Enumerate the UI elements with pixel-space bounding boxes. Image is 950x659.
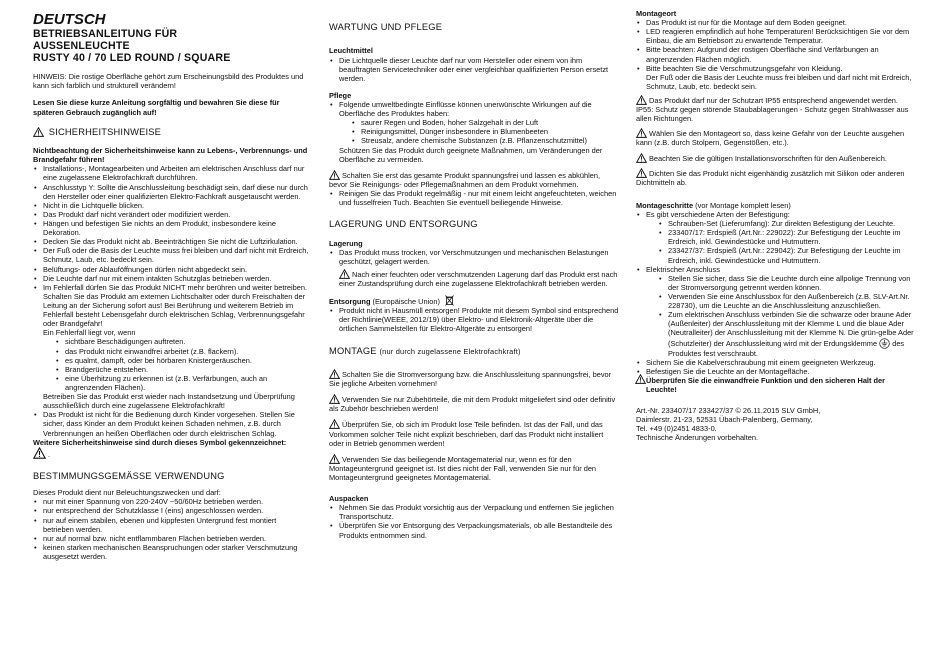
title-line: BETRIEBSANLEITUNG FÜR: [33, 27, 178, 40]
column-3: [636, 9, 916, 442]
list-item: • nur auf normal bzw. nicht entflammbaren Flächen betrieben werden.: [33, 534, 309, 543]
earth-ground-icon: [879, 338, 890, 349]
footer-line: Technische Änderungen vorbehalten.: [636, 433, 759, 443]
fault-text: Im Fehlerfall dürfen Sie das Produkt NICHT mehr berühren und weiter betreiben. Schalten Sie das Produkt am externen Lichtschalter oder durch Freischalten der Leitung an der Sicherung sofort aus! Bei Berührung und weiterem Betrieb im Fehlerfall besteht Lebensgefahr durch elektrischen Schlag, Verbrennungsgefahr oder Brandgefahr!: [43, 282, 308, 329]
care-list-2: [329, 189, 619, 207]
lamp-list: [329, 56, 619, 83]
warning-icon: [329, 454, 340, 464]
list-item: • Es gibt verschiedene Arten der Befestigung: • Schrauben-Set (Lieferumfang): Zur direkten Befestigung der Leuchte. • 233407/17: Erdspieß (Art.Nr.: 229022): Zur Befestigung der Leuchte im Erdreich, inkl. Gewindestücke und Hutmuttern. • 233427/37: Erdspieß (Art.Nr.: 229042): Zur Befestigung der Leuchte im Erdreich, inkl. Gewindestücke und Hutmuttern.: [636, 210, 916, 265]
steps-heading: Montageschritte (vor Montage komplett lesen): [636, 200, 791, 210]
title-line: AUSSENLEUCHTE: [33, 39, 130, 52]
list-item: Der Fuß oder die Basis der Leuchte muss frei bleiben und darf nicht mit Erdreich, Schmutz, Laub, etc. bedeckt sein.: [646, 72, 912, 91]
weee-bin-icon: [445, 295, 454, 306]
list-item: • saurer Regen und Boden, hoher Salzgehalt in der Luft: [351, 118, 619, 127]
warning-icon: [329, 170, 340, 180]
list-item: • Die Leuchte darf nur mit einem intakten Schutzglas betrieben werden.: [33, 274, 309, 283]
disposal-list: [329, 306, 619, 333]
rust-hint: HINWEIS: Die rostige Oberfläche gehört zum Erscheinungsbild des Produktes und kann sich farblich und strukturell verändern!: [33, 72, 304, 91]
place-warning: Wählen Sie den Montageort so, dass keine Gefahr von der Leuchte ausgehen kann (z.B. durch Stolpern, Gegenstößen, etc.).: [636, 129, 905, 148]
more-safety-symbol: .: [33, 447, 309, 459]
warning-icon: [636, 128, 647, 138]
care-sublist: [339, 118, 619, 145]
list-item: • sichtbare Beschädigungen auftreten.: [55, 337, 309, 346]
fault-list: [43, 337, 309, 392]
list-item: • 233427/37: Erdspieß (Art.Nr.: 229042): Zur Befestigung der Leuchte im Erdreich, inkl. Gewindestücke und Hutmuttern.: [658, 246, 916, 264]
list-item: • Reinigungsmittel, Dünger insbesondere in Blumenbeeten: [351, 127, 619, 136]
list-item: • Elektrischer Anschluss • Stellen Sie sicher, dass Sie die Leuchte durch eine allpolige Trennung von der Stromversorgung getrennt werden können. • Verwenden Sie eine Anschlussbox für den Außenbereich (z.B. SLV-Art.Nr. 228730), um die Leuchte an die Anschlussleitung anzuschließen. • Zum elektrischen Anschluss verbinden Sie die schwarze oder braune Ader (Außenleiter) der Anschlussleitung mit der Klemme L und die blaue Ader (Neutralleiter) der Anschlussleitung mit der Klemme N. Die grün-gelbe Ader (Schutzleiter) der Anschlussleitung wird mit der Erdungsklemme des Produktes fest verschraubt.: [636, 265, 916, 358]
title-line: RUSTY 40 / 70 LED ROUND / SQUARE: [33, 52, 231, 65]
steps-list: [636, 210, 916, 394]
list-item: • Das Produkt muss trocken, vor Verschmutzungen und mechanischen Belastungen geschützt, gelagert werden.: [329, 248, 619, 266]
safety-intro: Nichtbeachtung der Sicherheitshinweise kann zu Lebens-, Verbrennungs- und Brandgefahr führen!: [33, 146, 308, 165]
list-item: • Verwenden Sie eine Anschlussbox für den Außenbereich (z.B. SLV-Art.Nr. 228730), um die Leuchte an die Anschlussleitung anzuschließen.: [658, 292, 916, 310]
list-item: • Stellen Sie sicher, dass Sie die Leuchte durch eine allpolige Trennung von der Stromversorgung getrennt werden können.: [658, 274, 916, 292]
place-list: [636, 18, 916, 91]
list-item: • Nehmen Sie das Produkt vorsichtig aus der Verpackung und entfernen Sie jeglichen Transportschutz.: [329, 503, 619, 521]
warning-icon: [329, 419, 340, 429]
list-item: • Folgende umweltbedingte Einflüsse können unerwünschte Wirkungen auf die Oberfläche des Produktes haben: • saurer Regen und Boden, hoher Salzgehalt in der Luft • Reinigungsmittel, Dünger insbesondere in Blumenbeeten • Streusalz, andere chemische Substanzen (z.B. Pflanzenschutzmittel) Schützen Sie das Produkt durch geeignete Maßnahmen, um Veränderungen der Oberfläche zu vermeiden.: [329, 100, 619, 164]
list-item: • Befestigen Sie die Leuchte an der Montagefläche.: [636, 367, 916, 376]
usage-intro: Dieses Produkt dient nur Beleuchtungszwecken und darf:: [33, 488, 221, 498]
disposal-heading: Entsorgung (Europäische Union): [329, 295, 619, 306]
mount-warning: Verwenden Sie nur Zubehörteile, die mit dem Produkt mitgeliefert sind oder definitiv als Zubehör beschrieben werden!: [329, 395, 616, 414]
electrical-list: [646, 274, 916, 358]
footer: [636, 406, 916, 442]
usage-list: [33, 497, 309, 561]
list-item: • keinen starken mechanischen Beanspruchungen oder starker Verschmutzung ausgesetzt werden.: [33, 543, 309, 561]
list-item: • es qualmt, dampft, oder bei hörbaren Knistergeräuschen.: [55, 356, 309, 365]
place-warning: Dichten Sie das Produkt nicht eigenhändig zusätzlich mit Silikon oder anderen Dichtmitteln ab.: [636, 168, 905, 187]
list-item: • Zum elektrischen Anschluss verbinden Sie die schwarze oder braune Ader (Außenleiter) der Anschlussleitung mit der Klemme L und die blaue Ader (Neutralleiter) der Anschlussleitung mit der Klemme N. Die grün-gelbe Ader (Schutzleiter) der Anschlussleitung wird mit der Erdungsklemme des Produktes fest verschraubt.: [658, 310, 916, 357]
read-first-notice: Lesen Sie diese kurze Anleitung sorgfältig und bewahren Sie diese für späteren Gebrauch zugänglich auf!: [33, 98, 280, 117]
mount-warning: Verwenden Sie das beiliegende Montagematerial nur, wenn es für den Montageuntergrund geeignet ist. Ist dies nicht der Fall, verwenden Sie nur für den Montageuntergrund geeignetes Montagematerial.: [329, 454, 597, 482]
list-item: • Bitte beachten Sie die Verschmutzungsgefahr von Kleidung.: [636, 64, 916, 73]
usage-heading: BESTIMMUNGSGEMÄSSE VERWENDUNG: [33, 470, 225, 481]
care-list: [329, 100, 619, 164]
footer-line: Art.-Nr. 233407/17 233427/37 © 26.11.2015 SLV GmbH,: [636, 406, 821, 416]
list-item: • Sichern Sie die Kabelverschraubung mit einem geeigneten Werkzeug.: [636, 358, 916, 367]
document-title: [33, 28, 309, 65]
list-item: • Die Lichtquelle dieser Leuchte darf nur vom Hersteller oder einem von ihm beauftragten Servicetechniker oder einer vergleichbar qualifizierten Person ersetzt werden.: [329, 56, 619, 83]
fault-intro: Ein Fehlerfall liegt vor, wenn: [43, 328, 136, 338]
maintenance-heading: WARTUNG UND PFLEGE: [329, 22, 443, 32]
list-item: • Brandgerüche entstehen.: [55, 365, 309, 374]
warning-icon: [635, 374, 646, 384]
warning-icon: [329, 394, 340, 404]
storage-subheading: Lagerung: [329, 238, 363, 248]
care-heading: Pflege: [329, 90, 352, 100]
list-item: • Bitte beachten: Aufgrund der rostigen Oberfläche sind Verfärbungen an angrenzenden Flächen möglich.: [636, 45, 916, 63]
fault-outro: Betreiben Sie das Produkt erst wieder nach Instandsetzung und Überprüfung ausschließlich durch eine zugelassene Elektrofachkraft!: [43, 392, 295, 411]
unpack-heading: Auspacken: [329, 494, 369, 504]
list-item: • Das Produkt ist nicht für die Bedienung durch Kinder vorgesehen. Stellen Sie sicher, dass Kinder an dem Produkt keinen Schaden nehmen, z.B. durch Verbrennungen an heißen Oberflächen oder durch elektrischen Schlag.: [33, 410, 309, 437]
warning-icon: [339, 269, 350, 279]
list-item: • Belüftungs- oder Ablauföffnungen dürfen nicht abgedeckt sein.: [33, 265, 309, 274]
mount-warning: Schalten Sie die Stromversorgung bzw. die Anschlussleitung spannungsfrei, bevor Sie jegliche Arbeiten vornehmen!: [329, 370, 612, 389]
ip-text: IP55: Schutz gegen störende Staubablagerungen - Schutz gegen Strahlwasser aus allen Richtungen.: [636, 105, 909, 124]
list-item: • Der Fuß oder die Basis der Leuchte muss frei bleiben und darf nicht mit Erdreich, Schmutz, Laub, etc. bedeckt sein.: [33, 246, 309, 264]
footer-line: Tel. +49 (0)2451 4833-0.: [636, 424, 717, 434]
place-heading: Montageort: [636, 9, 677, 18]
list-item: • Installations-, Montagearbeiten und Arbeiten am elektrischen Anschluss darf nur eine zugelassene Elektrofachkraft durchführen.: [33, 164, 309, 182]
list-item: • Schrauben-Set (Lieferumfang): Zur direkten Befestigung der Leuchte.: [658, 219, 916, 228]
list-item: • Das Produkt darf nicht verändert oder modifiziert werden.: [33, 210, 309, 219]
list-item: • nur entsprechend der Schutzklasse I (eins) angeschlossen werden.: [33, 506, 309, 515]
list-item: • das Produkt nicht einwandfrei arbeitet (z.B. flackern).: [55, 347, 309, 356]
care-warning: Schalten Sie erst das gesamte Produkt spannungsfrei und lassen es abkühlen, bevor Sie Reinigungs- oder Pflegemaßnahmen an dem Produkt vornehmen.: [329, 170, 601, 189]
more-safety-notice: Weitere Sicherheitshinweise sind durch dieses Symbol gekennzeichnet:: [33, 437, 287, 447]
column-2: [329, 9, 619, 540]
safety-heading: SICHERHEITSHINWEISE: [33, 127, 309, 138]
storage-warning: Nach einer feuchten oder verschmutzenden Lagerung darf das Produkt erst nach einer Zustandsprüfung durch eine zugelassene Elektrofachkraft betrieben werden.: [339, 269, 618, 289]
warning-icon: [636, 95, 647, 105]
warning-icon: [33, 447, 46, 459]
list-item: • Reinigen Sie das Produkt regelmäßig - nur mit einem leicht angefeuchteten, weichen und fusselfreien Tuch. Beachten Sie eventuell beiliegende Hinweise.: [329, 189, 619, 207]
safety-list: [33, 164, 309, 437]
list-item: • 233407/17: Erdspieß (Art.Nr.: 229022): Zur Befestigung der Leuchte im Erdreich, inkl. Gewindestücke und Hutmuttern.: [658, 228, 916, 246]
language-title: DEUTSCH: [33, 11, 106, 28]
footer-line: Daimlerstr. 21-23, 52531 Übach-Palenberg, Germany,: [636, 415, 813, 425]
list-item: Überprüfen Sie die einwandfreie Funktion und den sicheren Halt der Leuchte!: [636, 376, 916, 394]
list-item: • Decken Sie das Produkt nicht ab. Beeinträchtigen Sie nicht die Luftzirkulation.: [33, 237, 309, 246]
list-item: • Produkt nicht in Hausmüll entsorgen! Produkte mit diesem Symbol sind entsprechend der Richtlinie(WEEE, 2012/19) über Elektro- und Elektronik-Altgeräte über die örtlichen Sammelstellen für Elektro-Altgeräte zu entsorgen!: [329, 306, 619, 333]
warning-icon: [33, 127, 44, 137]
list-item: [33, 283, 309, 411]
list-item: • Hängen und befestigen Sie nichts an dem Produkt, insbesondere keine Dekoration.: [33, 219, 309, 237]
list-item: • Das Produkt ist nur für die Montage auf dem Boden geeignet.: [636, 18, 916, 27]
fixing-list: [646, 219, 916, 265]
list-item: • nur auf einem stabilen, ebenen und kippfesten Untergrund fest montiert betrieben werden.: [33, 516, 309, 534]
unpack-list: [329, 503, 619, 539]
column-1: [33, 9, 309, 561]
list-item: • nur mit einer Spannung von 220-240V ~50/60Hz betrieben werden.: [33, 497, 309, 506]
list-item: • eine Überhitzung zu erkennen ist (z.B. Verfärbungen, auch an angrenzenden Flächen).: [55, 374, 309, 392]
mount-warning: Überprüfen Sie, ob sich im Produkt lose Teile befinden. Ist das der Fall, und das Vorkommen solcher Teile nicht explizit beschrieben, darf das Produkt nicht installiert oder in Betrieb genommen werden!: [329, 420, 604, 448]
ip-warning: Das Produkt darf nur der Schutzart IP55 entsprechend angewendet werden.: [636, 95, 916, 105]
list-item: • Nicht in die Lichtquelle blicken.: [33, 201, 309, 210]
warning-icon: [329, 369, 340, 379]
warning-icon: [636, 153, 647, 163]
list-item: • Streusalz, andere chemische Substanzen (z.B. Pflanzenschutzmittel): [351, 136, 619, 145]
list-item: • Anschlusstyp Y: Sollte die Anschlussleitung beschädigt sein, darf diese nur durch den Hersteller oder einer qualifizierten Elektro-Fachkraft ausgetauscht werden.: [33, 183, 309, 201]
warning-icon: [636, 168, 647, 178]
mounting-heading: MONTAGE (nur durch zugelassene Elektrofachkraft): [329, 345, 521, 356]
storage-heading: LAGERUNG UND ENTSORGUNG: [329, 219, 478, 230]
place-warning: Beachten Sie die gültigen Installationsvorschriften für den Außenbereich.: [636, 153, 916, 163]
lamp-heading: Leuchtmittel: [329, 46, 373, 56]
list-item: • LED reagieren empfindlich auf hohe Temperaturen! Berücksichtigen Sie vor dem Einbau, die am Betriebsort zu erwartende Temperatur.: [636, 27, 916, 45]
storage-list: [329, 248, 619, 266]
list-item: • Überprüfen Sie vor Entsorgung des Verpackungsmaterials, ob alle Bestandteile des Produkts entnommen sind.: [329, 521, 619, 539]
